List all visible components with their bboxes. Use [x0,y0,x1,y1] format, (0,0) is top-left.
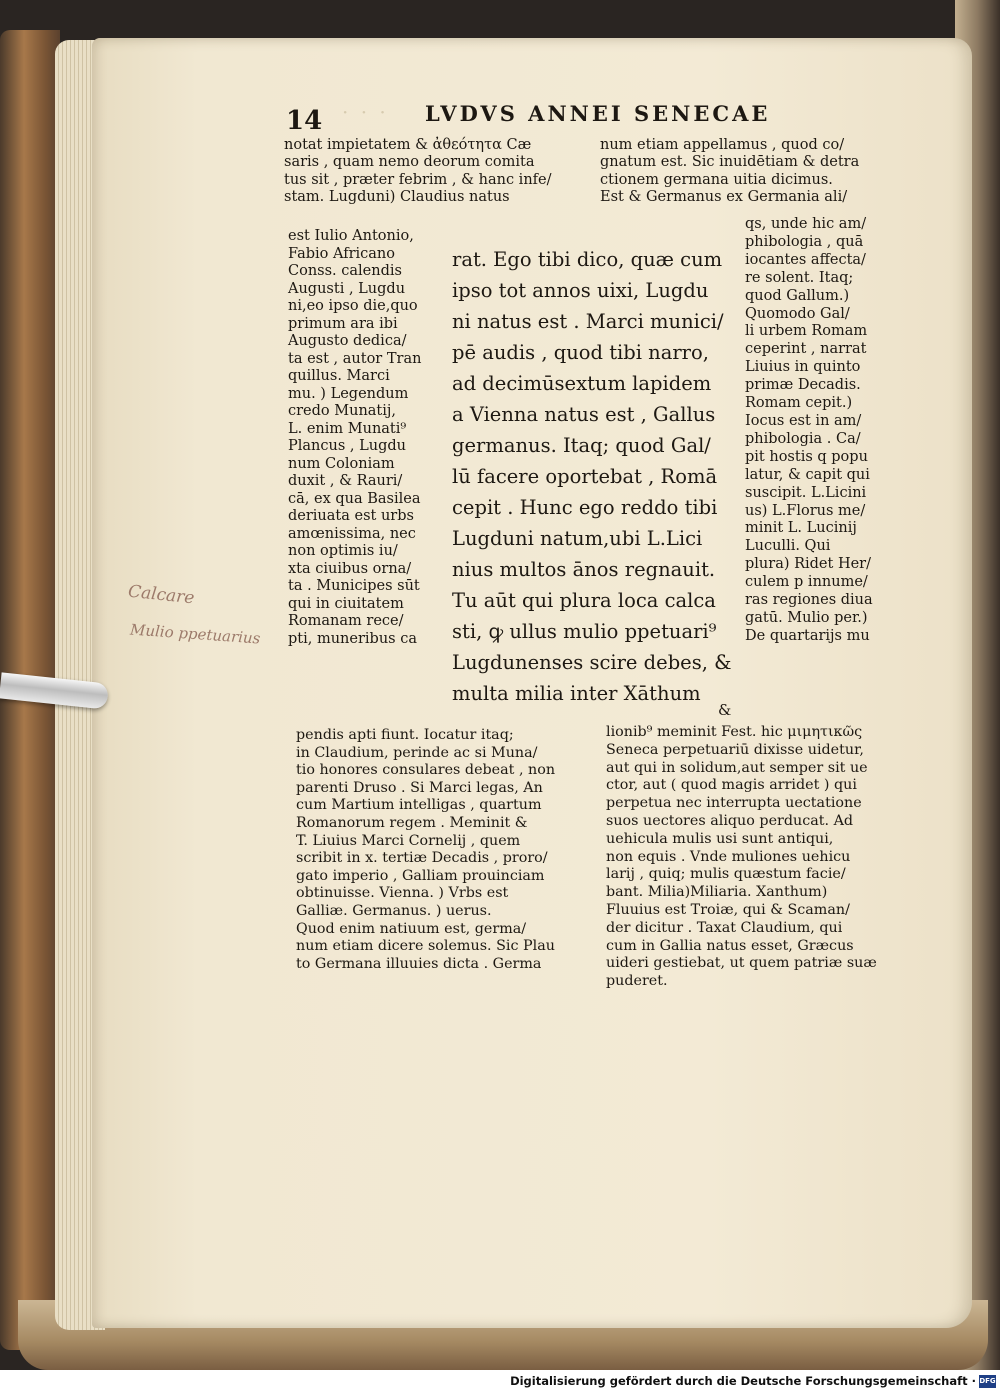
text-line: Luculli. Qui [745,538,831,555]
text-line: amœnissima, nec [288,525,416,542]
text-line: minit L. Lucinij [745,520,857,537]
text-line: cepit . Hunc ego reddo tibi [452,496,718,519]
text-line: primum ara ibi [288,315,398,332]
text-line: Plancus , Lugdu [288,438,406,454]
text-line: ceperint , narrat [745,341,867,358]
text-line: ad decimūsextum lapidem [452,372,712,395]
text-line: to Germana illuuies dicta . Germa [296,955,542,972]
text-line: saris , quam nemo deorum comita [284,154,535,171]
text-line: Fabio Africano [288,245,395,262]
text-line: tus sit , præter febrim , & hanc infe/ [284,171,552,188]
text-line: gatū. Mulio per.) [745,609,868,626]
footer-bar [0,1370,1000,1394]
text-line: re solent. Itaq; [745,269,854,286]
text-line: Est & Germanus ex Germania ali/ [600,188,848,205]
text-line: mu. ) Legendum [288,385,409,402]
text-line: Romanorum regem . Meminit & [296,814,528,831]
text-line: lū facere oportebat , Romā [452,465,718,488]
text-line: Augusto dedica/ [288,333,407,349]
text-line: Galliæ. Germanus. ) uerus. [296,902,492,919]
text-line: gnatum est. Sic inuidētiam & detra [600,154,860,171]
text-line: perpetua nec interrupta uectatione [606,795,862,812]
text-line: rat. Ego tibi dico, quæ cum [452,248,723,271]
text-line: non equis . Vnde muliones uehicu [606,848,851,865]
text-line: culem p innume/ [745,574,868,591]
text-line: nius multos ānos regnauit. [452,558,716,581]
text-line: ta est , autor Tran [288,350,422,367]
text-line: duxit , & Rauri/ [288,473,403,489]
text-line: L. enim Munati⁹ [288,420,407,437]
text-block-left-bottom [296,727,555,973]
text-line: in Claudium, perinde ac si Muna/ [296,744,538,761]
text-line: scribit in x. tertiæ Decadis , proro/ [296,850,548,867]
text-line: quod Gallum.) [745,287,850,304]
ampersand-mark: & [718,701,732,719]
text-line: puderet. [606,973,668,990]
text-line: pendis apti fiunt. Iocatur itaq; [296,727,514,743]
text-line: latur, & capit qui [745,466,870,483]
text-line: num etiam dicere solemus. Sic Plau [296,938,555,955]
text-line: primæ Decadis. [745,377,861,394]
text-line: Quomodo Gal/ [745,305,850,322]
text-line: parenti Druso . Si Marci legas, An [296,779,543,796]
text-line: est Iulio Antonio, [288,228,414,244]
text-line: li urbem Romam [745,323,868,340]
text-line: Fluuius est Troiæ, qui & Scaman/ [606,901,850,918]
text-line: ni natus est . Marci munici/ [452,310,724,333]
text-line: der dicitur . Taxat Claudium, qui [606,919,843,936]
text-line: multa milia inter Xāthum [452,682,701,705]
text-line: Iocus est in am/ [745,412,862,429]
text-line: Lugduni natum,ubi L.Lici [452,527,703,550]
dfg-logo: DFG [979,1375,996,1388]
text-line: obtinuisse. Vienna. ) Vrbs est [296,885,509,902]
text-line: ipso tot annos uixi, Lugdu [452,279,709,302]
text-line: Quod enim natiuum est, germa/ [296,920,527,937]
marginal-note-mulio: Mulio ppetuarius [129,620,261,648]
text-line: credo Munatij, [288,403,396,419]
text-line: pit hostis q popu [745,448,868,465]
text-line: phibologia , quā [745,233,864,250]
text-line: aut qui in solidum,aut semper sit ue [606,759,868,776]
text-line: num etiam appellamus , quod co/ [600,137,845,153]
show-through-text: · · · [342,100,389,124]
text-line: us) L.Florus me/ [745,502,866,519]
text-line: cā, ex qua Basilea [288,490,421,507]
text-line: Romam cepit.) [745,395,853,412]
text-line: De quartarijs mu [745,627,870,644]
text-line: Lugdunenses scire debes, & [452,651,732,674]
text-block-right-bottom [606,724,877,991]
text-line: cum Martium intelligas , quartum [296,797,542,814]
text-line: suscipit. L.Licini [745,484,867,501]
page-number: 14 [286,106,323,136]
text-line: plura) Ridet Her/ [745,556,871,573]
text-line: Liuius in quinto [745,359,861,376]
text-line: notat impietatem & ἀθεότητα Cæ [284,137,532,153]
text-line: sti, ꝙ ullus mulio ppetuari⁹ [452,620,717,643]
text-line: ctionem germana uitia dicimus. [600,171,833,188]
text-line: uideri gestiebat, ut quem patriæ suæ [606,955,877,972]
text-line: uehicula mulis usi sunt antiqui, [606,830,834,847]
text-line: deriuata est urbs [288,508,414,524]
text-line: qs, unde hic am/ [745,216,867,232]
footer-credit: Digitalisierung gefördert durch die Deutsche Forschungsgemeinschaft · [510,1374,976,1388]
text-line: xta ciuibus orna/ [288,560,412,577]
text-line: num Coloniam [288,455,395,472]
text-line: Tu aūt qui plura loca calca [452,589,716,612]
marginal-note-calcare: Calcare [127,581,196,609]
commentary-left-column [288,228,421,648]
text-line: Conss. calendis [288,263,402,279]
text-line: ctor, aut ( quod magis arridet ) qui [606,777,857,794]
text-line: Romanam rece/ [288,613,404,629]
main-text-column [452,244,731,709]
text-line: stam. Lugduni) Claudius natus [284,188,510,205]
text-line: iocantes affecta/ [745,251,866,268]
text-line: cum in Gallia natus esset, Græcus [606,937,854,954]
text-line: phibologia . Ca/ [745,430,861,447]
text-line: pē audis , quod tibi narro, [452,341,709,364]
text-line: Augusti , Lugdu [288,280,406,297]
commentary-right-column [745,216,873,646]
text-block-left-top [284,137,552,206]
text-line: tio honores consulares debeat , non [296,762,556,779]
text-line: gato imperio , Galliam prouinciam [296,867,545,884]
text-line: non optimis iu/ [288,543,398,559]
text-line: larij , quiq; mulis quæstum facie/ [606,866,846,883]
text-line: ras regiones diua [745,592,873,609]
text-line: quillus. Marci [288,368,390,384]
text-line: qui in ciuitatem [288,595,404,612]
text-line: suos uectores aliquo perducat. Ad [606,812,854,829]
text-line: pti, muneribus ca [288,630,417,647]
text-line: lionib⁹ meminit Fest. hic μιμητικῶς [606,724,863,740]
text-line: ta . Municipes sūt [288,578,420,594]
text-line: a Vienna natus est , Gallus [452,403,716,426]
text-line: germanus. Itaq; quod Gal/ [452,434,711,457]
text-line: T. Liuius Marci Cornelij , quem [296,832,521,849]
running-title: LVDVS ANNEI SENECAE [425,101,771,126]
text-block-right-top [600,137,859,206]
text-line: bant. Milia)Miliaria. Xanthum) [606,884,828,901]
text-line: ni,eo ipso die,quo [288,298,418,314]
text-line: Seneca perpetuariū dixisse uidetur, [606,741,864,758]
